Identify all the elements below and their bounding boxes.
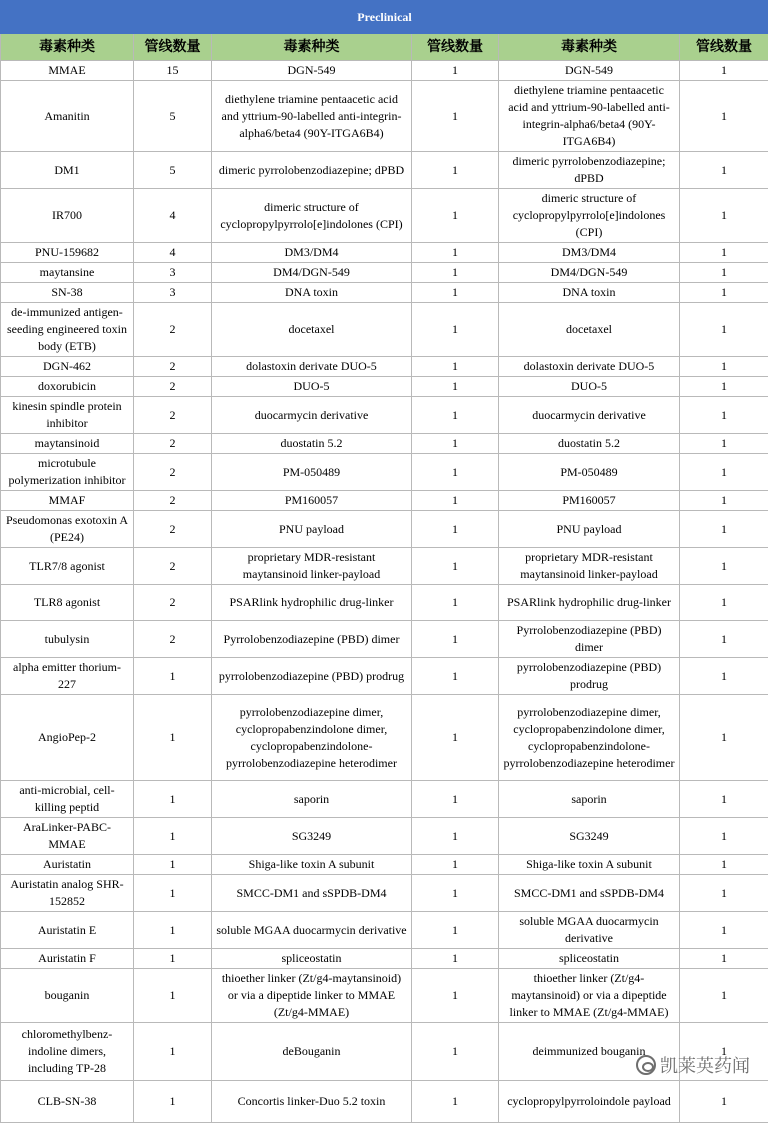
table-row (1, 189, 768, 243)
toxin-type-cell: Auristatin analog SHR-152852 (1, 875, 134, 912)
toxin-type-cell: pyrrolobenzodiazepine dimer, cyclopropabenzindolone dimer, cyclopropabenzindolone-pyrrolobenzodiazepine heterodimer (499, 695, 680, 781)
header-toxin-type: 毒素种类 (212, 34, 412, 61)
toxin-type-cell: proprietary MDR-resistant maytansinoid linker-payload (499, 548, 680, 585)
toxin-type-cell: saporin (499, 781, 680, 818)
pipeline-count-cell: 1 (412, 357, 499, 377)
toxin-type-cell: SN-38 (1, 283, 134, 303)
table-row (1, 875, 768, 912)
pipeline-count-cell: 1 (412, 434, 499, 454)
toxin-type-cell: PSARlink hydrophilic drug-linker (499, 585, 680, 621)
toxin-type-cell: SMCC-DM1 and sSPDB-DM4 (499, 875, 680, 912)
toxin-type-cell: dimeric pyrrolobenzodiazepine; dPBD (212, 152, 412, 189)
pipeline-count-cell: 1 (680, 875, 768, 912)
pipeline-count-cell: 1 (680, 243, 768, 263)
pipeline-count-cell: 1 (412, 875, 499, 912)
pipeline-count-cell: 1 (680, 511, 768, 548)
table-title: Preclinical (1, 1, 768, 34)
toxin-type-cell: Pyrrolobenzodiazepine (PBD) dimer (499, 621, 680, 658)
table-row (1, 969, 768, 1023)
pipeline-count-cell: 1 (134, 912, 212, 949)
pipeline-count-cell: 1 (134, 781, 212, 818)
pipeline-count-cell: 1 (134, 969, 212, 1023)
toxin-type-cell: PM160057 (499, 491, 680, 511)
wechat-icon (636, 1055, 656, 1075)
toxin-type-cell: TLR8 agonist (1, 585, 134, 621)
table-row (1, 912, 768, 949)
toxin-type-cell: anti-microbial, cell-killing peptid (1, 781, 134, 818)
toxin-type-cell: Shiga-like toxin A subunit (212, 855, 412, 875)
pipeline-count-cell: 2 (134, 397, 212, 434)
pipeline-count-cell: 2 (134, 454, 212, 491)
toxin-type-cell: spliceostatin (499, 949, 680, 969)
toxin-type-cell: alpha emitter thorium-227 (1, 658, 134, 695)
toxin-type-cell: PM-050489 (499, 454, 680, 491)
pipeline-count-cell: 1 (680, 61, 768, 81)
pipeline-count-cell: 15 (134, 61, 212, 81)
toxin-type-cell: duocarmycin derivative (499, 397, 680, 434)
toxin-type-cell: PNU payload (499, 511, 680, 548)
pipeline-count-cell: 1 (680, 969, 768, 1023)
toxin-type-cell: duocarmycin derivative (212, 397, 412, 434)
toxin-type-cell: dimeric pyrrolobenzodiazepine; dPBD (499, 152, 680, 189)
table-row (1, 303, 768, 357)
toxin-type-cell: DM3/DM4 (212, 243, 412, 263)
pipeline-count-cell: 4 (134, 189, 212, 243)
table-row (1, 621, 768, 658)
toxin-type-cell: Amanitin (1, 81, 134, 152)
pipeline-count-cell: 1 (134, 875, 212, 912)
pipeline-count-cell: 1 (412, 621, 499, 658)
table-row (1, 949, 768, 969)
pipeline-count-cell: 1 (412, 397, 499, 434)
pipeline-count-cell: 1 (412, 1023, 499, 1081)
pipeline-count-cell: 1 (412, 781, 499, 818)
toxin-type-cell: proprietary MDR-resistant maytansinoid linker-payload (212, 548, 412, 585)
toxin-type-cell: PM-050489 (212, 454, 412, 491)
table-row (1, 1081, 768, 1123)
pipeline-count-cell: 1 (680, 818, 768, 855)
pipeline-count-cell: 1 (412, 658, 499, 695)
toxin-type-cell: pyrrolobenzodiazepine (PBD) prodrug (212, 658, 412, 695)
toxin-type-cell: DM4/DGN-549 (212, 263, 412, 283)
pipeline-count-cell: 1 (680, 303, 768, 357)
toxin-type-cell: Concortis linker-Duo 5.2 toxin (212, 1081, 412, 1123)
toxin-type-cell: DM4/DGN-549 (499, 263, 680, 283)
pipeline-count-cell: 1 (680, 621, 768, 658)
toxin-type-cell: diethylene triamine pentaacetic acid and yttrium-90-labelled anti-integrin-alpha6/beta4 (90Y-ITGA6B4) (212, 81, 412, 152)
watermark-text: 凯莱英药闻 (660, 1052, 750, 1078)
pipeline-count-cell: 1 (680, 283, 768, 303)
toxin-type-cell: Shiga-like toxin A subunit (499, 855, 680, 875)
toxin-type-cell: DM1 (1, 152, 134, 189)
watermark (636, 1052, 750, 1078)
table-row (1, 243, 768, 263)
toxin-type-cell: maytansinoid (1, 434, 134, 454)
pipeline-count-cell: 1 (134, 1081, 212, 1123)
pipeline-count-cell: 1 (134, 1023, 212, 1081)
pipeline-count-cell: 1 (680, 695, 768, 781)
pipeline-count-cell: 1 (412, 152, 499, 189)
toxin-type-cell: AraLinker-PABC-MMAE (1, 818, 134, 855)
pipeline-count-cell: 2 (134, 491, 212, 511)
toxin-type-cell: SG3249 (212, 818, 412, 855)
toxin-type-cell: dolastoxin derivate DUO-5 (212, 357, 412, 377)
table-row (1, 263, 768, 283)
pipeline-count-cell: 1 (680, 491, 768, 511)
table-row (1, 695, 768, 781)
header-pipeline-count: 管线数量 (412, 34, 499, 61)
toxin-type-cell: cyclopropylpyrroloindole payload (499, 1081, 680, 1123)
table-row (1, 548, 768, 585)
pipeline-count-cell: 1 (412, 818, 499, 855)
pipeline-count-cell: 1 (680, 585, 768, 621)
toxin-type-cell: deBouganin (212, 1023, 412, 1081)
table-row (1, 818, 768, 855)
toxin-type-cell: Auristatin F (1, 949, 134, 969)
toxin-type-cell: MMAF (1, 491, 134, 511)
pipeline-count-cell: 1 (680, 434, 768, 454)
toxin-type-cell: dimeric structure of cyclopropylpyrrolo[e]indolones (CPI) (212, 189, 412, 243)
toxin-type-cell: docetaxel (499, 303, 680, 357)
toxin-type-cell: thioether linker (Zt/g4-maytansinoid) or via a dipeptide linker to MMAE (Zt/g4-MMAE) (499, 969, 680, 1023)
pipeline-count-cell: 1 (680, 949, 768, 969)
table-row (1, 81, 768, 152)
pipeline-count-cell: 1 (412, 585, 499, 621)
pipeline-count-cell: 3 (134, 263, 212, 283)
toxin-type-cell: CLB-SN-38 (1, 1081, 134, 1123)
table-row (1, 434, 768, 454)
pipeline-count-cell: 1 (680, 189, 768, 243)
toxin-type-cell: pyrrolobenzodiazepine dimer, cyclopropabenzindolone dimer, cyclopropabenzindolone-pyrrolobenzodiazepine heterodimer (212, 695, 412, 781)
toxin-type-cell: PM160057 (212, 491, 412, 511)
pipeline-count-cell: 1 (412, 548, 499, 585)
pipeline-count-cell: 1 (412, 511, 499, 548)
toxin-type-cell: spliceostatin (212, 949, 412, 969)
header-pipeline-count: 管线数量 (134, 34, 212, 61)
toxin-type-cell: DGN-462 (1, 357, 134, 377)
toxin-type-cell: diethylene triamine pentaacetic acid and yttrium-90-labelled anti-integrin-alpha6/beta4 (90Y-ITGA6B4) (499, 81, 680, 152)
header-toxin-type: 毒素种类 (1, 34, 134, 61)
pipeline-count-cell: 1 (412, 969, 499, 1023)
toxin-type-cell: DNA toxin (212, 283, 412, 303)
table-row (1, 658, 768, 695)
pipeline-count-cell: 1 (680, 1023, 768, 1081)
table-row (1, 781, 768, 818)
table-row (1, 511, 768, 548)
pipeline-count-cell: 1 (680, 1081, 768, 1123)
pipeline-count-cell: 1 (412, 303, 499, 357)
toxin-type-cell: IR700 (1, 189, 134, 243)
pipeline-count-cell: 1 (412, 695, 499, 781)
pipeline-count-cell: 1 (680, 263, 768, 283)
pipeline-count-cell: 1 (412, 81, 499, 152)
toxin-type-cell: tubulysin (1, 621, 134, 658)
toxin-type-cell: microtubule polymerization inhibitor (1, 454, 134, 491)
pipeline-count-cell: 1 (680, 658, 768, 695)
toxin-type-cell: PNU payload (212, 511, 412, 548)
toxin-type-cell: soluble MGAA duocarmycin derivative (212, 912, 412, 949)
pipeline-count-cell: 1 (412, 855, 499, 875)
toxin-type-cell: DUO-5 (499, 377, 680, 397)
toxin-type-cell: TLR7/8 agonist (1, 548, 134, 585)
toxin-type-cell: doxorubicin (1, 377, 134, 397)
pipeline-count-cell: 1 (412, 377, 499, 397)
pipeline-count-cell: 4 (134, 243, 212, 263)
pipeline-count-cell: 1 (412, 491, 499, 511)
pipeline-count-cell: 1 (412, 283, 499, 303)
pipeline-count-cell: 1 (412, 189, 499, 243)
toxin-type-cell: SG3249 (499, 818, 680, 855)
pipeline-count-cell: 1 (680, 357, 768, 377)
pipeline-count-cell: 2 (134, 303, 212, 357)
toxin-type-cell: Auristatin (1, 855, 134, 875)
toxin-type-cell: Pyrrolobenzodiazepine (PBD) dimer (212, 621, 412, 658)
pipeline-count-cell: 1 (412, 454, 499, 491)
table-row (1, 855, 768, 875)
toxin-type-cell: AngioPep-2 (1, 695, 134, 781)
pipeline-count-cell: 1 (680, 912, 768, 949)
pipeline-count-cell: 5 (134, 152, 212, 189)
toxin-type-cell: pyrrolobenzodiazepine (PBD) prodrug (499, 658, 680, 695)
toxin-type-cell: dolastoxin derivate DUO-5 (499, 357, 680, 377)
toxin-type-cell: PSARlink hydrophilic drug-linker (212, 585, 412, 621)
toxin-type-cell: dimeric structure of cyclopropylpyrrolo[e]indolones (CPI) (499, 189, 680, 243)
pipeline-count-cell: 2 (134, 548, 212, 585)
pipeline-count-cell: 2 (134, 621, 212, 658)
pipeline-count-cell: 1 (412, 912, 499, 949)
toxin-type-cell: maytansine (1, 263, 134, 283)
toxin-type-cell: chloromethylbenz-indoline dimers, including TP-28 (1, 1023, 134, 1081)
pipeline-count-cell: 1 (680, 781, 768, 818)
toxin-type-cell: MMAE (1, 61, 134, 81)
pipeline-count-cell: 1 (412, 61, 499, 81)
header-pipeline-count: 管线数量 (680, 34, 768, 61)
pipeline-count-cell: 5 (134, 81, 212, 152)
pipeline-count-cell: 1 (412, 1081, 499, 1123)
toxin-type-cell: duostatin 5.2 (212, 434, 412, 454)
pipeline-count-cell: 1 (134, 695, 212, 781)
pipeline-count-cell: 1 (412, 949, 499, 969)
pipeline-count-cell: 1 (680, 81, 768, 152)
table-body (1, 61, 768, 1123)
table-row (1, 585, 768, 621)
toxin-type-cell: DUO-5 (212, 377, 412, 397)
pipeline-count-cell: 1 (134, 818, 212, 855)
table-row (1, 454, 768, 491)
table-row (1, 491, 768, 511)
pipeline-count-cell: 1 (412, 243, 499, 263)
pipeline-count-cell: 1 (412, 263, 499, 283)
toxin-type-cell: PNU-159682 (1, 243, 134, 263)
toxin-type-cell: saporin (212, 781, 412, 818)
toxin-type-cell: DGN-549 (499, 61, 680, 81)
pipeline-count-cell: 1 (680, 548, 768, 585)
toxin-type-cell: bouganin (1, 969, 134, 1023)
pipeline-count-cell: 1 (680, 377, 768, 397)
table-row (1, 283, 768, 303)
pipeline-count-cell: 2 (134, 434, 212, 454)
pipeline-count-cell: 2 (134, 357, 212, 377)
table-row (1, 152, 768, 189)
pipeline-count-cell: 2 (134, 511, 212, 548)
pipeline-count-cell: 1 (134, 949, 212, 969)
toxin-type-cell: docetaxel (212, 303, 412, 357)
pipeline-count-cell: 1 (680, 855, 768, 875)
toxin-type-cell: deimmunized bouganin (499, 1023, 680, 1081)
pipeline-count-cell: 3 (134, 283, 212, 303)
toxin-type-cell: DM3/DM4 (499, 243, 680, 263)
toxin-type-cell: duostatin 5.2 (499, 434, 680, 454)
pipeline-count-cell: 2 (134, 377, 212, 397)
table-row (1, 61, 768, 81)
toxin-type-cell: DGN-549 (212, 61, 412, 81)
toxin-type-cell: Auristatin E (1, 912, 134, 949)
toxin-type-cell: kinesin spindle protein inhibitor (1, 397, 134, 434)
header-toxin-type: 毒素种类 (499, 34, 680, 61)
pipeline-count-cell: 2 (134, 585, 212, 621)
toxin-type-cell: DNA toxin (499, 283, 680, 303)
table-row (1, 397, 768, 434)
table-row (1, 377, 768, 397)
pipeline-count-cell: 1 (680, 152, 768, 189)
toxin-type-cell: Pseudomonas exotoxin A (PE24) (1, 511, 134, 548)
table-row (1, 357, 768, 377)
toxin-type-cell: de-immunized antigen-seeding engineered toxin body (ETB) (1, 303, 134, 357)
toxin-type-cell: SMCC-DM1 and sSPDB-DM4 (212, 875, 412, 912)
table-header-row (1, 34, 768, 61)
toxin-type-cell: soluble MGAA duocarmycin derivative (499, 912, 680, 949)
pipeline-count-cell: 1 (680, 454, 768, 491)
pipeline-count-cell: 1 (680, 397, 768, 434)
toxin-type-cell: thioether linker (Zt/g4-maytansinoid) or via a dipeptide linker to MMAE (Zt/g4-MMAE) (212, 969, 412, 1023)
pipeline-count-cell: 1 (134, 855, 212, 875)
pipeline-count-cell: 1 (134, 658, 212, 695)
